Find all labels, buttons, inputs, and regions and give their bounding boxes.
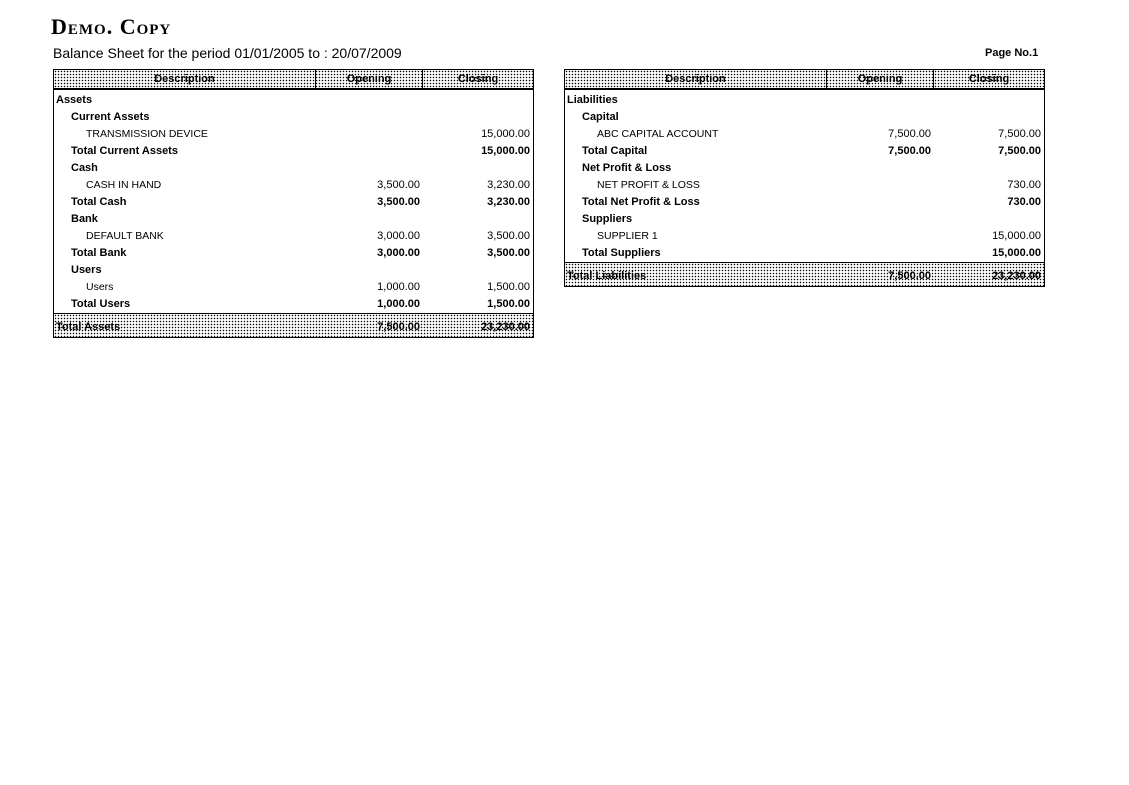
- section-heading-row: [54, 210, 533, 227]
- row-closing: 15,000.00: [481, 127, 530, 140]
- subtotal-row: [54, 295, 533, 312]
- row-label: Total Cash: [71, 195, 127, 208]
- row-closing: 3,230.00: [487, 178, 530, 191]
- row-label: Total Users: [71, 297, 131, 310]
- row-closing: 3,500.00: [487, 246, 530, 259]
- row-closing: 15,000.00: [992, 229, 1041, 242]
- row-label: Suppliers: [582, 212, 633, 225]
- table-row: [565, 125, 1044, 142]
- row-label: TRANSMISSION DEVICE: [86, 127, 208, 140]
- section-heading-row: [565, 159, 1044, 176]
- row-label: Liabilities: [567, 93, 618, 106]
- row-label: Users: [71, 263, 102, 276]
- row-opening: 7,500.00: [888, 127, 931, 140]
- grand-total-label: Total Liabilities: [567, 270, 647, 282]
- row-label: Total Suppliers: [582, 246, 661, 259]
- row-opening: 7,500.00: [888, 144, 931, 157]
- row-closing: 15,000.00: [481, 144, 530, 157]
- assets-table: [53, 69, 534, 338]
- table-row: [54, 125, 533, 142]
- section-heading-row: [565, 210, 1044, 227]
- row-closing: 7,500.00: [998, 144, 1041, 157]
- table-row: [565, 227, 1044, 244]
- row-label: Assets: [56, 93, 93, 106]
- row-label: Bank: [71, 212, 98, 225]
- row-opening: 3,500.00: [377, 195, 420, 208]
- subtotal-row: [565, 193, 1044, 210]
- table-row: [54, 227, 533, 244]
- row-closing: 15,000.00: [992, 246, 1041, 259]
- row-opening: 3,000.00: [377, 246, 420, 259]
- row-opening: 3,500.00: [377, 178, 420, 191]
- section-heading-row: [54, 91, 533, 108]
- row-label: Total Capital: [582, 144, 648, 157]
- table-row: [565, 176, 1044, 193]
- section-heading-row: [54, 159, 533, 176]
- grand-total-label: Total Assets: [56, 321, 121, 333]
- column-header-closing: Closing: [968, 73, 1010, 85]
- row-opening: 1,000.00: [377, 280, 420, 293]
- row-label: ABC CAPITAL ACCOUNT: [597, 127, 719, 140]
- table-body: [565, 90, 1044, 262]
- row-closing: 3,230.00: [487, 195, 530, 208]
- subtotal-row: [54, 193, 533, 210]
- row-label: DEFAULT BANK: [86, 229, 164, 242]
- table-header: [54, 70, 533, 90]
- subtotal-row: [565, 142, 1044, 159]
- row-label: Total Current Assets: [71, 144, 178, 157]
- column-header-opening: Opening: [827, 70, 934, 88]
- liabilities-table: [564, 69, 1045, 287]
- page-number: Page No.1: [985, 47, 1039, 59]
- row-label: SUPPLIER 1: [597, 229, 658, 242]
- row-label: Total Net Profit & Loss: [582, 195, 700, 208]
- row-label: Net Profit & Loss: [582, 161, 672, 174]
- row-label: Total Bank: [71, 246, 127, 259]
- column-header-description: Description: [565, 70, 827, 88]
- grand-total-opening: 7,500.00: [377, 321, 420, 333]
- row-closing: 3,500.00: [487, 229, 530, 242]
- table-row: [54, 176, 533, 193]
- row-label: NET PROFIT & LOSS: [597, 178, 700, 191]
- row-closing: 1,500.00: [487, 280, 530, 293]
- row-label: CASH IN HAND: [86, 178, 162, 191]
- row-label: Capital: [582, 110, 619, 123]
- table-body: [54, 90, 533, 313]
- table-row: [54, 278, 533, 295]
- row-label: Users: [86, 280, 114, 293]
- column-header-opening: Opening: [316, 70, 423, 88]
- row-opening: 1,000.00: [377, 297, 420, 310]
- brand-title: Demo. Copy: [51, 14, 172, 39]
- grand-total-opening: 7,500.00: [888, 270, 931, 282]
- table-header: [565, 70, 1044, 90]
- grand-total-closing: 23,230.00: [481, 321, 530, 333]
- grand-total-row: [54, 313, 533, 337]
- row-label: Current Assets: [71, 110, 150, 123]
- row-closing: 1,500.00: [487, 297, 530, 310]
- grand-total-row: [565, 262, 1044, 286]
- column-header-description: Description: [54, 70, 316, 88]
- row-label: Cash: [71, 161, 98, 174]
- section-heading-row: [54, 261, 533, 278]
- row-closing: 7,500.00: [998, 127, 1041, 140]
- section-heading-row: [565, 108, 1044, 125]
- row-closing: 730.00: [1007, 178, 1041, 191]
- subtotal-row: [565, 244, 1044, 261]
- row-closing: 730.00: [1007, 195, 1041, 208]
- report-title: Balance Sheet for the period 01/01/2005 to : 20/07/2009: [53, 45, 402, 61]
- column-header-closing: Closing: [457, 73, 499, 85]
- grand-total-closing: 23,230.00: [992, 270, 1041, 282]
- section-heading-row: [54, 108, 533, 125]
- row-opening: 3,000.00: [377, 229, 420, 242]
- subtotal-row: [54, 244, 533, 261]
- subtotal-row: [54, 142, 533, 159]
- section-heading-row: [565, 91, 1044, 108]
